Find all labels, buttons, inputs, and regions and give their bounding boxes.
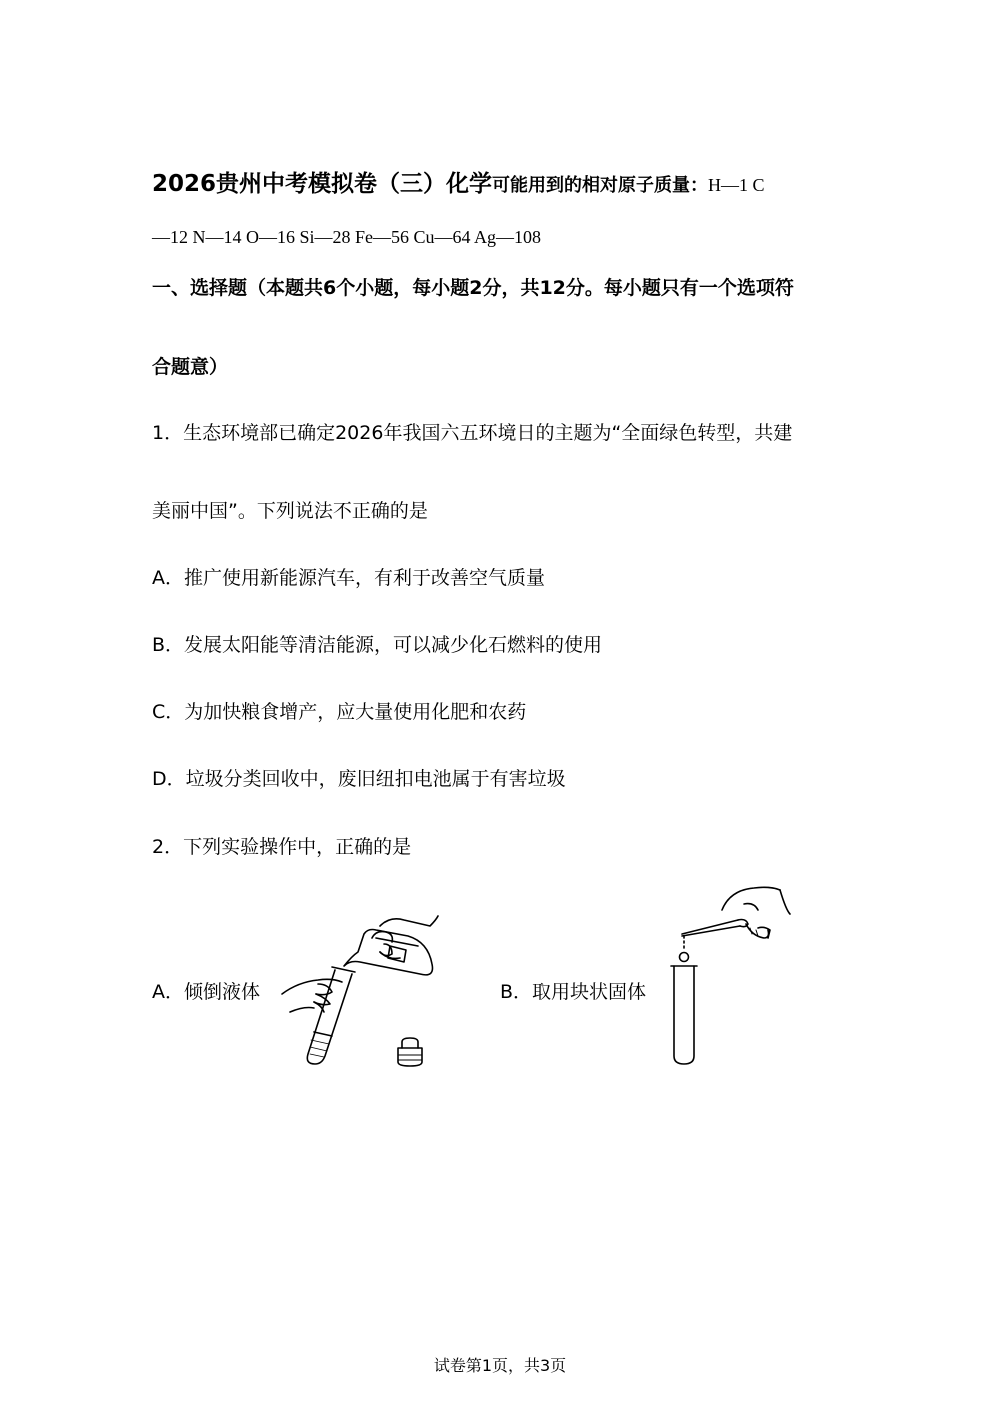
title-line xyxy=(152,172,765,198)
question-1-stem-line1: 1．生态环境部已确定2026年我国六五环境日的主题为“全面绿色转型，共建 xyxy=(152,422,793,444)
block-solid-figure xyxy=(660,880,800,1070)
question-2-stem: 2．下列实验操作中，正确的是 xyxy=(152,836,412,858)
tweezers-hand-icon xyxy=(722,887,790,938)
stopper-icon xyxy=(398,1038,422,1066)
reagent-bottle-icon xyxy=(344,930,433,975)
tweezers-icon xyxy=(682,920,748,937)
upright-test-tube-icon xyxy=(671,966,697,1064)
question-1-stem-line2: 美丽中国”。下列说法不正确的是 xyxy=(152,500,428,522)
question-2-option-b-label: B．取用块状固体 xyxy=(500,981,647,1003)
atomic-mass-values-1: H—1 C xyxy=(708,175,765,195)
exam-title: 2026贵州中考模拟卷（三）化学 xyxy=(152,171,493,197)
atomic-mass-values-2: —12 N—14 O—16 Si—28 Fe—56 Cu—64 Ag—108 xyxy=(152,227,542,247)
left-hand-icon xyxy=(282,979,342,1012)
question-1-option-b: B．发展太阳能等清洁能源，可以减少化石燃料的使用 xyxy=(152,634,603,656)
block-solid-icon xyxy=(680,953,689,962)
atomic-mass-label: 可能用到的相对原子质量： xyxy=(492,175,709,196)
pouring-liquid-figure xyxy=(280,912,450,1072)
section-heading-line1: 一、选择题（本题共6个小题，每小题2分，共12分。每小题只有一个选项符 xyxy=(152,277,794,299)
question-1-option-c: C．为加快粮食增产，应大量使用化肥和农药 xyxy=(152,701,527,723)
page-footer: 试卷第1页，共3页 xyxy=(433,1356,567,1375)
question-1-option-a: A．推广使用新能源汽车，有利于改善空气质量 xyxy=(152,567,545,589)
section-heading-line2: 合题意） xyxy=(152,356,229,378)
question-2-option-a-label: A．倾倒液体 xyxy=(152,981,260,1003)
test-tube-icon xyxy=(307,967,355,1064)
question-1-option-d: D．垃圾分类回收中，废旧纽扣电池属于有害垃圾 xyxy=(152,768,566,790)
